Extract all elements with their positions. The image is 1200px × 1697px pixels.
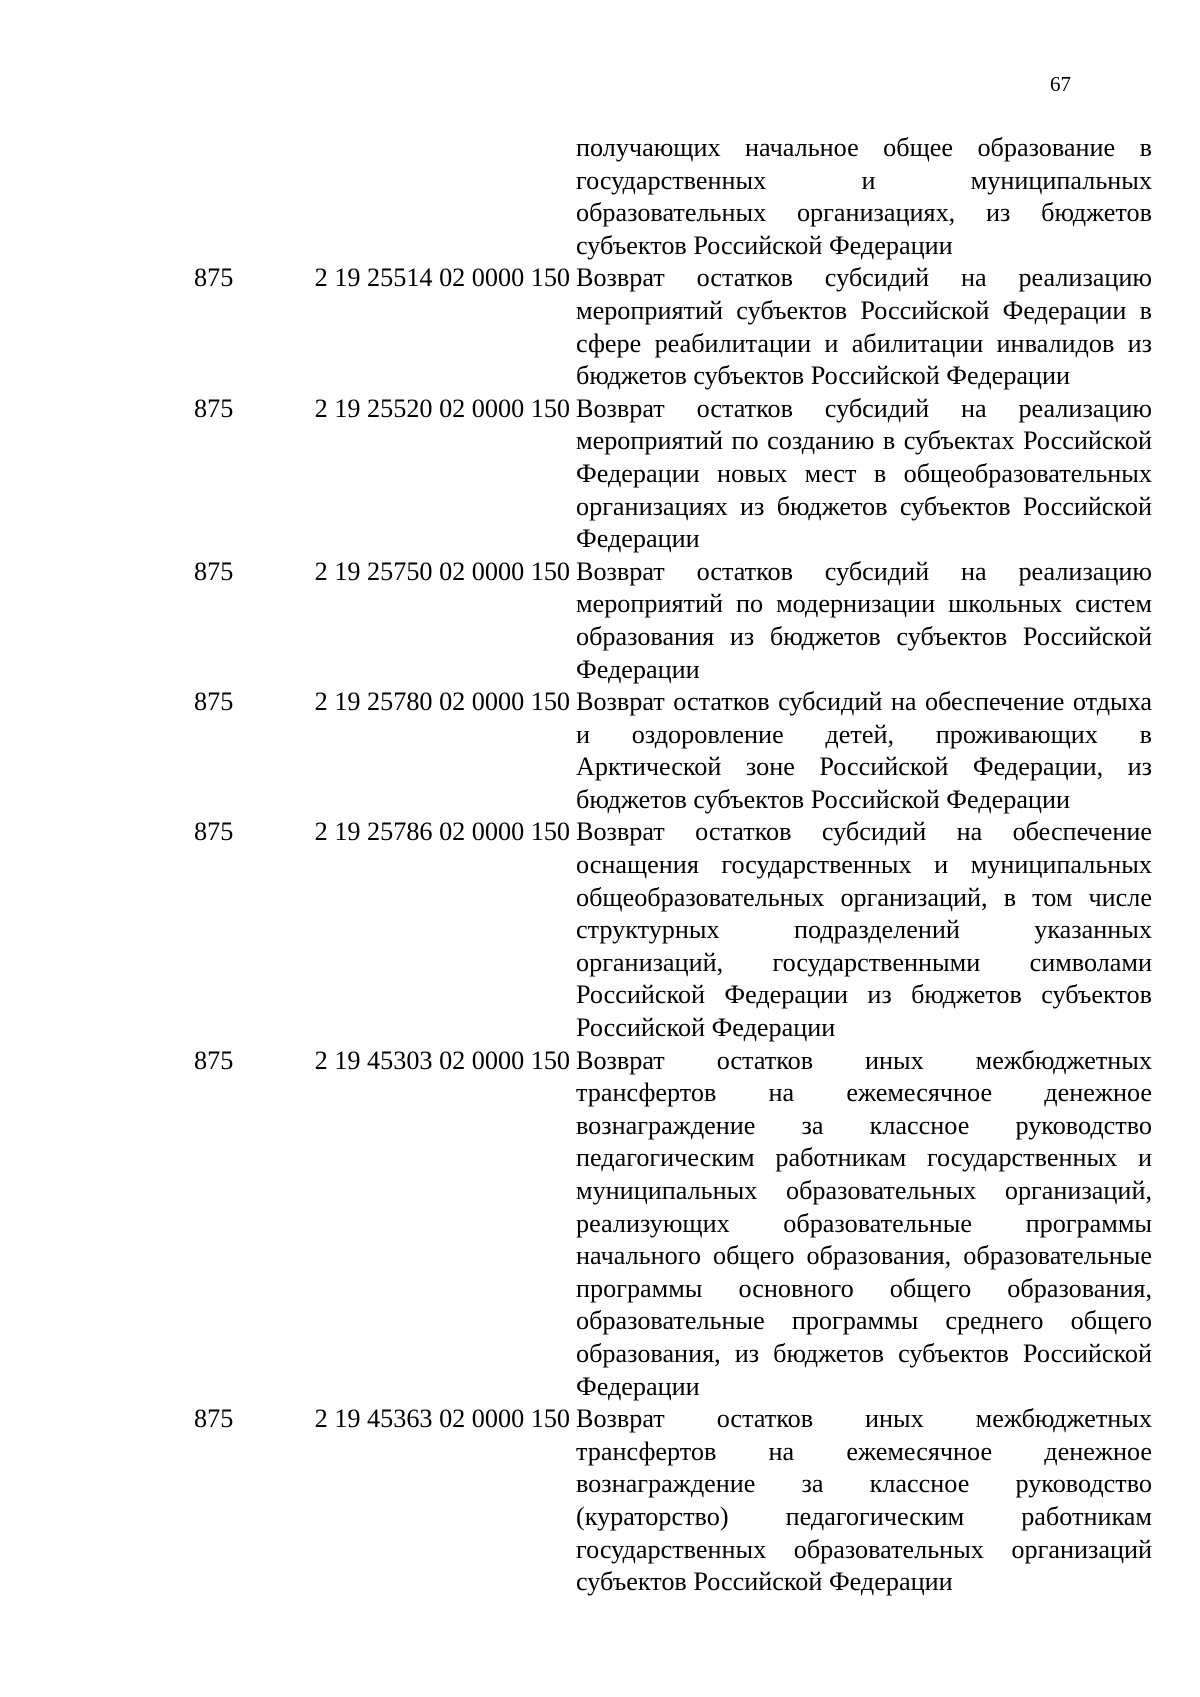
budget-codes-table <box>194 132 1152 1599</box>
admin-code: 875 <box>194 817 234 847</box>
revenue-name: Возврат остатков иных межбюджетных трансфертов на ежемесячное денежное вознаграждение за классное руководство (кураторство) педагогическим работникам государственных образовательных организаций субъектов Российской Федерации <box>576 1404 1152 1597</box>
revenue-name: Возврат остатков субсидий на реализацию мероприятий субъектов Российской Федерации в сфере реабилитации и абилитации инвалидов из бюджетов субъектов Российской Федерации <box>576 263 1152 391</box>
revenue-name: Возврат остатков субсидий на обеспечение оснащения государственных и муниципальных общеобразовательных организаций, в том числе структурных подразделений указанных организаций, государственными символами Российской Федерации из бюджетов субъектов Российской Федерации <box>576 817 1152 1043</box>
budget-classification-code: 2 19 25780 02 0000 150 <box>314 687 570 717</box>
admin-code: 875 <box>194 1045 234 1075</box>
budget-classification-code: 2 19 25750 02 0000 150 <box>314 556 570 586</box>
admin-code: 875 <box>194 687 234 717</box>
table-row <box>194 556 1152 686</box>
admin-code: 875 <box>194 556 234 586</box>
table-row <box>194 686 1152 816</box>
revenue-name: Возврат остатков субсидий на обеспечение отдыха и оздоровление детей, проживающих в Арктической зоне Российской Федерации, из бюджетов субъектов Российской Федерации <box>576 687 1152 814</box>
table-row <box>194 1403 1152 1599</box>
page-number: 67 <box>1050 72 1071 96</box>
continuation-row <box>194 132 1152 262</box>
table-row <box>194 393 1152 556</box>
budget-classification-code: 2 19 25786 02 0000 150 <box>314 817 570 847</box>
budget-classification-code: 2 19 45303 02 0000 150 <box>314 1045 570 1075</box>
continuation-text: получающих начальное общее образование в государственных и муниципальных образовательных организациях, из бюджетов субъектов Российской Федерации <box>576 133 1152 260</box>
budget-classification-code: 2 19 25514 02 0000 150 <box>314 263 570 293</box>
table-row <box>194 262 1152 392</box>
admin-code: 875 <box>194 263 234 293</box>
budget-classification-code: 2 19 45363 02 0000 150 <box>314 1404 570 1434</box>
revenue-name: Возврат остатков субсидий на реализацию мероприятий по модернизации школьных систем образования из бюджетов субъектов Российской Федерации <box>576 556 1152 684</box>
revenue-name: Возврат остатков иных межбюджетных трансфертов на ежемесячное денежное вознаграждение за классное руководство педагогическим работникам государственных и муниципальных образовательных организаций, реализующих образовательные программы начального общего образования, образовательные программы основного общего образования, образовательные программы среднего общего образования, из бюджетов субъектов Российской Федерации <box>576 1045 1152 1401</box>
admin-code: 875 <box>194 1404 234 1434</box>
table-row <box>194 1045 1152 1404</box>
admin-code: 875 <box>194 393 234 423</box>
revenue-name: Возврат остатков субсидий на реализацию мероприятий по созданию в субъектах Российской Федерации новых мест в общеобразовательных организациях из бюджетов субъектов Российской Федерации <box>576 393 1152 554</box>
budget-classification-code: 2 19 25520 02 0000 150 <box>314 393 570 423</box>
table-row <box>194 816 1152 1044</box>
